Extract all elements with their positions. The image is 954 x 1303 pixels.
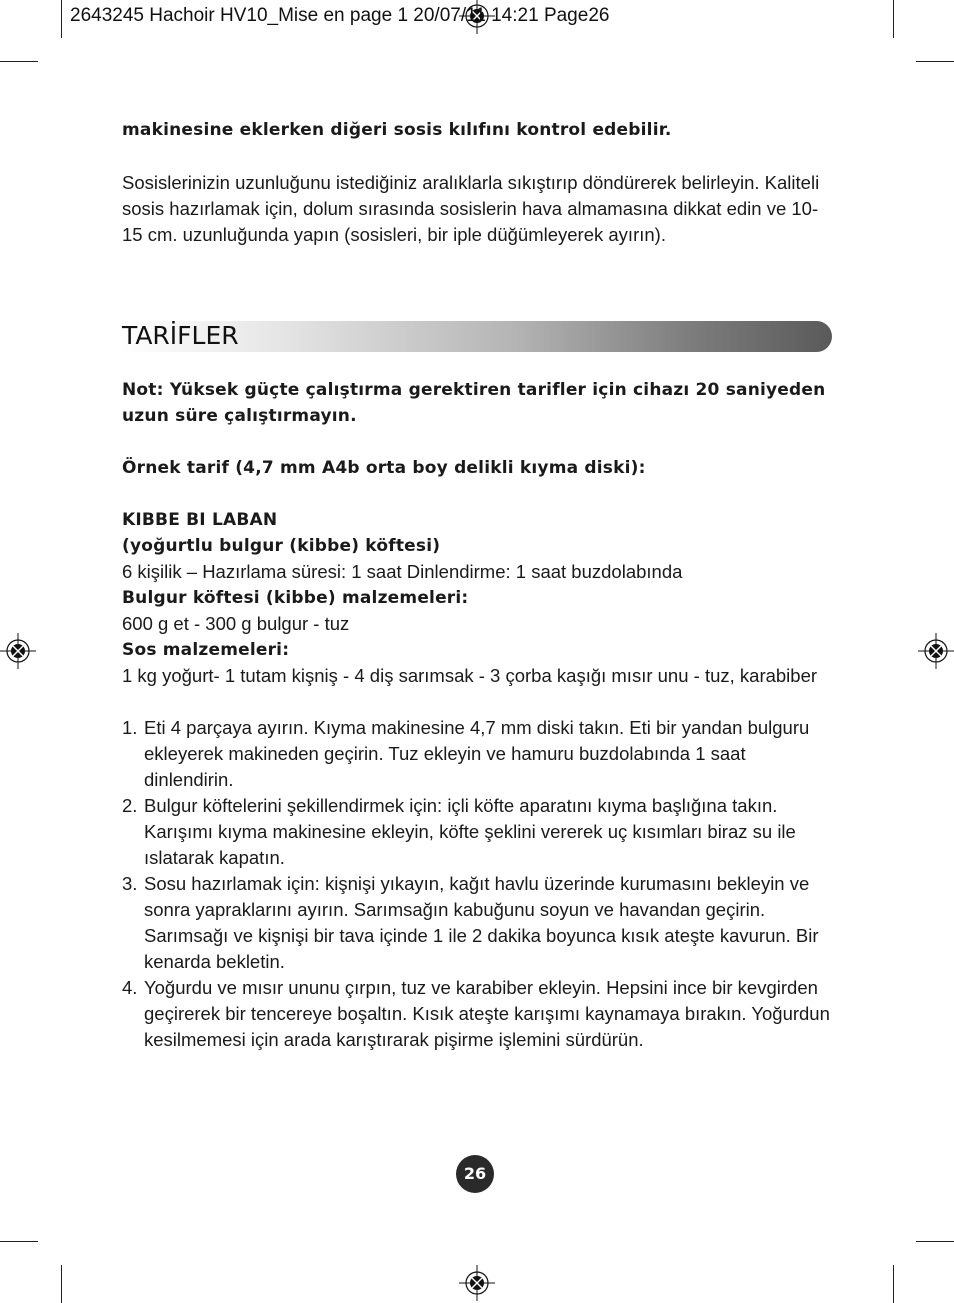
step-number: 2. (122, 795, 138, 816)
note-text: Not: Yüksek güçte çalıştırma gerektiren tarifler için cihazı 20 saniyeden uzun süre çalıştırmayın. (122, 380, 826, 426)
crop-mark-top-left-h (0, 61, 38, 62)
recipe-subtitle: (yoğurtlu bulgur (kibbe) köftesi) (122, 536, 441, 556)
example-heading: Örnek tarif (4,7 mm A4b orta boy delikli kıyma diski): (122, 458, 646, 478)
list-item (122, 975, 832, 1053)
step-text: Bulgur köftelerini şekillendirmek için: içli köfte aparatını kıyma başlığına takın. Karışımı kıyma makinesine ekleyin, köfte şeklini vererek uç kısımları biraz su ile ıslatarak kapatın. (144, 795, 796, 868)
step-text: Eti 4 parçaya ayırın. Kıyma makinesine 4,7 mm diski takın. Eti bir yandan bulguru ekleyerek makineden geçirin. Tuz ekleyin ve hamuru buzdolabında 1 saat dinlendirin. (144, 717, 810, 790)
list-item (122, 793, 832, 871)
sauce-heading: Sos malzemeleri: (122, 640, 290, 660)
step-text: Sosu hazırlamak için: kişnişi yıkayın, kağıt havlu üzerinde kurumasını bekleyin ve sonra yapraklarını ayırın. Sarımsağın kabuğunu soyun ve havandan geçirin. Sarımsağı ve kişnişi bir tava içinde 1 ile 2 dakika boyunca kısık ateşte kavurun. Bir kenarda bekletin. (144, 873, 819, 972)
crop-mark-bottom-right-h (916, 1241, 954, 1242)
crop-mark-top-left-v (61, 0, 62, 38)
ingredients-list: 600 g et - 300 g bulgur - tuz (122, 613, 350, 634)
section-title: TARİFLER (122, 321, 239, 350)
registration-mark-right-icon (918, 633, 954, 669)
list-item (122, 715, 832, 793)
list-item (122, 871, 832, 975)
crop-mark-bottom-left-v (61, 1265, 62, 1303)
crop-mark-top-right-v (893, 0, 894, 38)
step-number: 4. (122, 977, 138, 998)
sauce-ingredients-list: 1 kg yoğurt- 1 tutam kişniş - 4 diş sarımsak - 3 çorba kaşığı mısır unu - tuz, karabiber (122, 665, 818, 686)
step-number: 1. (122, 717, 138, 738)
crop-mark-bottom-right-v (893, 1265, 894, 1303)
recipe-block (122, 377, 832, 1053)
recipe-name: KIBBE BI LABAN (122, 510, 278, 530)
registration-mark-bottom-icon (459, 1265, 495, 1301)
step-text: Yoğurdu ve mısır ununu çırpın, tuz ve karabiber ekleyin. Hepsini ince bir kevgirden geçirerek bir tencereye boşaltın. Kısık ateşte karışımı kaynamaya bırakın. Yoğurdun kesilmemesi için arada karıştırarak pişirme işlemini sürdürün. (144, 977, 830, 1050)
crop-mark-bottom-left-h (0, 1241, 38, 1242)
page-number-badge: 26 (456, 1155, 494, 1193)
registration-mark-left-icon (0, 633, 36, 669)
recipe-servings: 6 kişilik – Hazırlama süresi: 1 saat Dinlendirme: 1 saat buzdolabında (122, 561, 683, 582)
print-slug: 2643245 Hachoir HV10_Mise en page 1 20/07/11 14:21 Page26 (70, 5, 610, 26)
intro-bold-line: makinesine eklerken diğeri sosis kılıfını kontrol edebilir. (122, 120, 672, 140)
crop-mark-top-right-h (916, 61, 954, 62)
intro-block (122, 117, 832, 248)
intro-paragraph: Sosislerinizin uzunluğunu istediğiniz aralıklarla sıkıştırıp döndürerek belirleyin. Kaliteli sosis hazırlamak için, dolum sırasında sosislerin hava almamasına dikkat edin ve 10-15 cm. uzunluğunda yapın (sosisleri, bir iple düğümleyerek ayırın). (122, 172, 820, 245)
step-number: 3. (122, 873, 138, 894)
recipe-steps (122, 715, 832, 1053)
ingredients-heading: Bulgur köftesi (kibbe) malzemeleri: (122, 588, 469, 608)
